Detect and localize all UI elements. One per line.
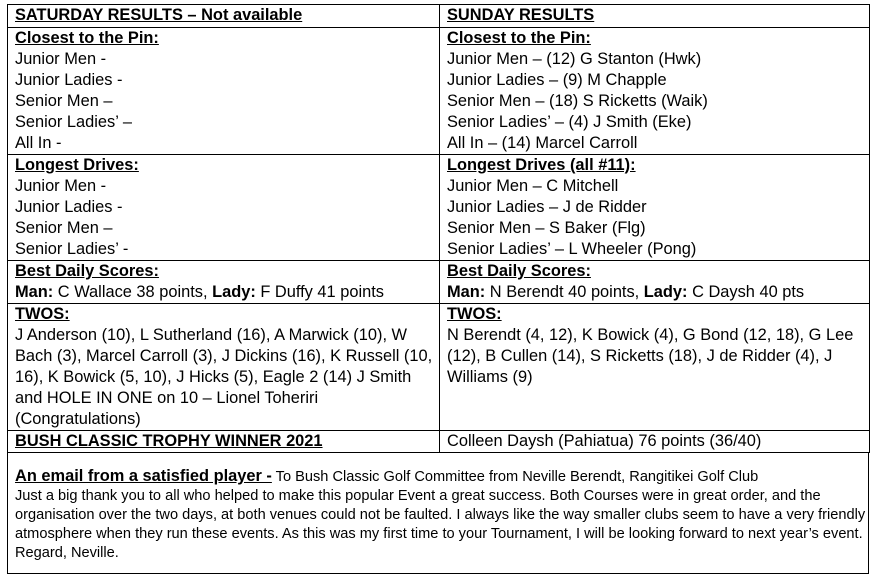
email-intro: To Bush Classic Golf Committee from Neville Berendt, Rangitikei Golf Club [271,469,759,485]
saturday-closest-line: All In - [15,134,62,152]
saturday-twos-title: TWOS: [15,305,70,323]
closest-row [8,28,870,155]
email-section [7,453,869,574]
sunday-best-line [447,282,869,303]
sunday-header: SUNDAY RESULTS [447,6,595,24]
trophy-winner: Colleen Daysh (Pahiatua) 76 points (36/40) [447,432,762,450]
sunday-best-cell [440,261,870,304]
saturday-header-cell [8,5,440,28]
sunday-closest-cell [440,28,870,155]
sunday-man-value: N Berendt 40 points, [485,283,644,301]
saturday-lady-label: Lady: [212,283,256,301]
saturday-closest-cell [8,28,440,155]
trophy-row [8,431,870,453]
saturday-closest-line: Junior Men - [15,50,107,68]
sunday-drives-cell [440,155,870,261]
sunday-twos-text: N Berendt (4, 12), K Bowick (4), G Bond (12, 18), G Lee (12), B Cullen (14), S Ricketts (18), J de Ridder (4), J Williams (9) [447,326,854,386]
sunday-drives-line: Junior Ladies – J de Ridder [447,198,647,216]
saturday-drives-line: Senior Ladies’ - [15,240,129,258]
saturday-twos-text: J Anderson (10), L Sutherland (16), A Marwick (10), W Bach (3), Marcel Carroll (3), J Dickins (16), K Russell (10, 16), K Bowick (5, 10), J Hicks (5), Eagle 2 (14) J Smith and HOLE IN ONE on 10 – Lionel Toheriri (Congratulations) [15,326,433,428]
header-row [8,5,870,28]
sunday-closest-line: All In – (14) Marcel Carroll [447,134,638,152]
saturday-drives-line: Junior Ladies - [15,198,123,216]
sunday-closest-line: Junior Men – (12) G Stanton (Hwk) [447,50,702,68]
saturday-man-value: C Wallace 38 points, [53,283,213,301]
sunday-drives-line: Senior Ladies’ – L Wheeler (Pong) [447,240,697,258]
email-body: Just a big thank you to all who helped to make this popular Event a great success. Both Courses were in great order, and the organisation over the two days, at both venues could not be faulted. I always like the way smaller clubs seem to have a very friendly atmosphere when they run these events. As this was my first time to your Tournament, I will be looking forward to next year’s event. Regard, Neville. [15,488,866,561]
saturday-best-cell [8,261,440,304]
results-table [7,4,870,453]
sunday-drives-title: Longest Drives (all #11): [447,156,636,174]
saturday-closest-title: Closest to the Pin: [15,29,159,47]
trophy-winner-cell [440,431,870,453]
saturday-drives-cell [8,155,440,261]
sunday-lady-label: Lady: [643,283,688,301]
sunday-man-label: Man: [447,283,486,301]
saturday-twos-cell [8,304,440,431]
saturday-closest-line: Senior Men – [15,92,113,110]
sunday-closest-line: Junior Ladies – (9) M Chapple [447,71,667,89]
sunday-drives-line: Senior Men – S Baker (Flg) [447,219,646,237]
sunday-lady-value: C Daysh 40 pts [687,283,805,301]
sunday-twos-title: TWOS: [447,305,502,323]
saturday-drives-line: Junior Men - [15,177,107,195]
sunday-header-cell [440,5,870,28]
drives-row [8,155,870,261]
email-title: An email from a satisfied player - [15,467,272,485]
saturday-closest-line: Junior Ladies - [15,71,123,89]
sunday-closest-title: Closest to the Pin: [447,29,591,47]
best-scores-row [8,261,870,304]
twos-row [8,304,870,431]
saturday-best-line [15,282,439,303]
trophy-label-cell [8,431,440,453]
saturday-lady-value: F Duffy 41 points [255,283,384,301]
saturday-man-label: Man: [15,283,54,301]
saturday-header: SATURDAY RESULTS – Not available [15,6,303,24]
trophy-label: BUSH CLASSIC TROPHY WINNER 2021 [15,432,323,450]
saturday-drives-line: Senior Men – [15,219,113,237]
sunday-closest-line: Senior Ladies’ – (4) J Smith (Eke) [447,113,692,131]
sunday-closest-line: Senior Men – (18) S Ricketts (Waik) [447,92,708,110]
results-page [7,4,869,572]
sunday-drives-line: Junior Men – C Mitchell [447,177,619,195]
sunday-best-title: Best Daily Scores: [447,262,591,280]
email-text [15,467,868,563]
saturday-closest-line: Senior Ladies’ – [15,113,132,131]
saturday-best-title: Best Daily Scores: [15,262,159,280]
sunday-twos-cell [440,304,870,431]
saturday-drives-title: Longest Drives: [15,156,139,174]
